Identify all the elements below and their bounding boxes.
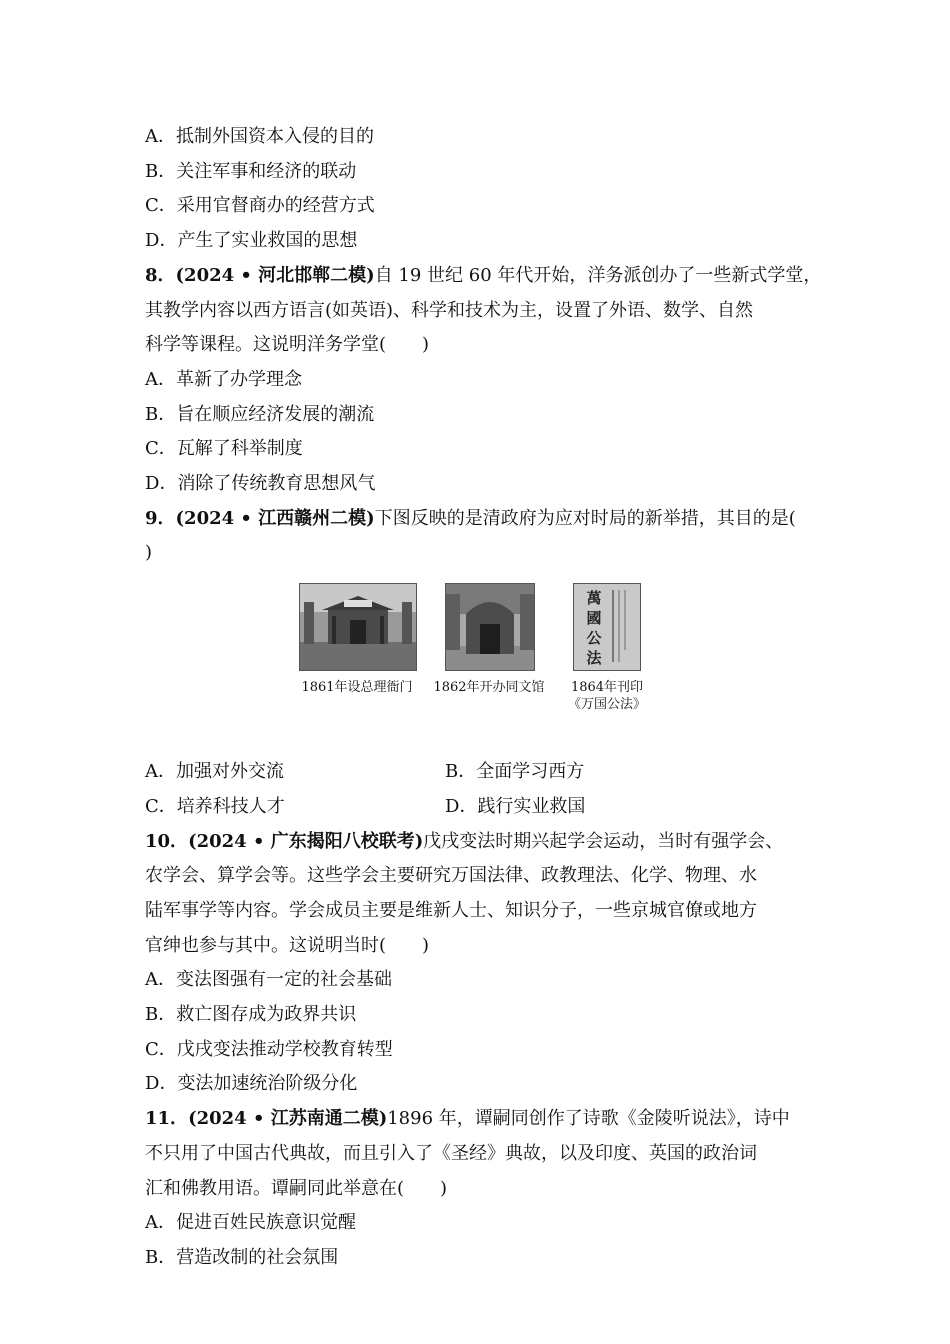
book-text-column	[618, 590, 620, 662]
q8-stem-line-3: 科学等课程。这说明洋务学堂( )	[145, 334, 430, 356]
question-9	[145, 502, 810, 825]
figure-caption: 1862年开办同文馆	[433, 680, 545, 696]
q8-stem-line-1: 8．(2024 • 河北邯郸二模)自 19 世纪 60 年代开始，洋务派创办了一些新式学堂，	[145, 264, 822, 286]
q11-stem-line-2: 不只用了中国古代典故，而且引入了《圣经》典故，以及印度、英国的政治词	[145, 1142, 757, 1164]
book-spine-line	[612, 590, 614, 662]
q10-stem-line-2: 农学会、算学会等。这些学会主要研究万国法律、政教理法、化学、物理、水	[145, 865, 757, 887]
q9-stem-line-2: )	[145, 542, 153, 564]
q11-source: (2024 • 江苏南通二模)	[188, 1108, 388, 1130]
q7-options	[145, 120, 810, 259]
q10-stem-line-1: 10．(2024 • 广东揭阳八校联考)戊戌变法时期兴起学会运动，当时有强学会、	[145, 830, 784, 852]
q9-source: (2024 • 江西赣州二模)	[175, 507, 375, 529]
zongli-yamen-photo	[299, 583, 417, 671]
option-b: B．关注军事和经济的联动	[145, 160, 357, 182]
figure-caption-line-2: 《万国公法》	[567, 697, 646, 713]
figure-caption: 1861年设总理衙门	[301, 680, 413, 696]
option-c: C．戊戌变法推动学校教育转型	[145, 1038, 393, 1060]
option-d: D．产生了实业救国的思想	[145, 230, 358, 252]
book-cover	[573, 583, 641, 671]
q10-stem-line-3: 陆军事学等内容。学会成员主要是维新人士、知识分子，一些京城官僚或地方	[145, 899, 757, 921]
q10-source: (2024 • 广东揭阳八校联考)	[188, 830, 424, 852]
q9-options-row-1	[145, 755, 810, 790]
q11-stem-line-3: 汇和佛教用语。谭嗣同此举意在( )	[145, 1177, 448, 1199]
q9-options-row-2	[145, 790, 810, 825]
option-b: B．营造改制的社会氛围	[145, 1246, 339, 1268]
q11-stem-line-1: 11．(2024 • 江苏南通二模)1896 年，谭嗣同创作了诗歌《金陵听说法》，诗中	[145, 1108, 790, 1130]
option-a: A．加强对外交流	[145, 761, 284, 783]
option-b: B．旨在顺应经济发展的潮流	[145, 403, 375, 425]
q10-stem-line-4: 官绅也参与其中。这说明当时( )	[145, 934, 430, 956]
q8-number: 8．	[145, 264, 176, 286]
option-a: A．变法图强有一定的社会基础	[145, 969, 392, 991]
option-b: B．全面学习西方	[445, 761, 585, 783]
question-10	[145, 825, 810, 1103]
option-c: C．培养科技人才	[145, 795, 285, 817]
q8-stem-line-2: 其教学内容以西方语言(如英语)、科学和技术为主，设置了外语、数学、自然	[145, 299, 754, 321]
option-d: D．消除了传统教育思想风气	[145, 473, 376, 495]
option-c: C．采用官督商办的经营方式	[145, 195, 375, 217]
option-b: B．救亡图存成为政界共识	[145, 1004, 357, 1026]
q11-number: 11．	[145, 1108, 189, 1130]
q9-stem-line-1: 9．(2024 • 江西赣州二模)下图反映的是清政府为应对时局的新举措，其目的是(	[145, 507, 796, 529]
book-title: 萬國公法	[586, 589, 602, 668]
q9-figure-group	[145, 579, 810, 751]
question-8	[145, 259, 822, 502]
question-11	[145, 1102, 810, 1276]
option-c: C．瓦解了科举制度	[145, 438, 303, 460]
book-text-column	[624, 590, 626, 650]
option-a: A．促进百姓民族意识觉醒	[145, 1212, 356, 1234]
q9-number: 9．	[145, 507, 176, 529]
option-d: D．变法加速统治阶级分化	[145, 1073, 358, 1095]
page-content	[145, 120, 822, 1276]
figure-caption-line-1: 1864年刊印	[570, 680, 644, 696]
option-d: D．践行实业救国	[445, 795, 586, 817]
tongwen-guan-photo	[445, 583, 535, 671]
q10-number: 10．	[145, 830, 189, 852]
option-a: A．抵制外国资本入侵的目的	[145, 126, 374, 147]
option-a: A．革新了办学理念	[145, 368, 302, 390]
q8-source: (2024 • 河北邯郸二模)	[175, 264, 375, 286]
